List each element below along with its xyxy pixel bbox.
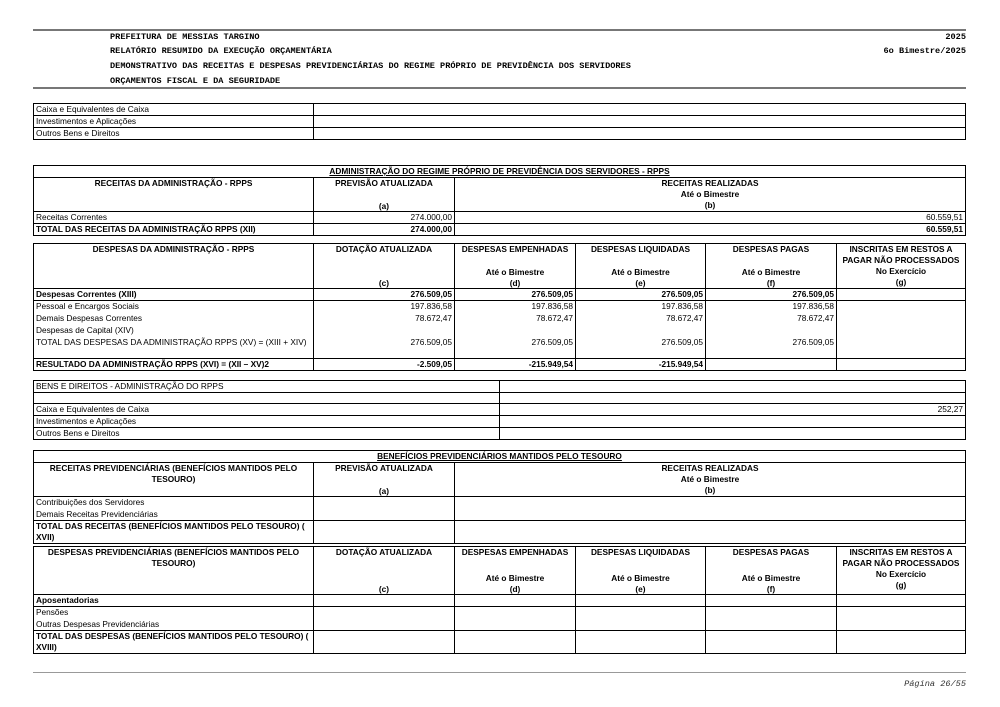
table-row	[34, 128, 966, 140]
table-cell	[576, 619, 706, 631]
table-cell: TOTAL DAS RECEITAS (BENEFÍCIOS MANTIDOS PELO TESOURO) ( XVII)	[34, 521, 314, 544]
col-header	[576, 244, 706, 289]
element: (d)	[509, 278, 521, 288]
table-cell	[500, 428, 966, 440]
report-period: 6o Bimestre/2025	[883, 46, 966, 56]
element: PREVISÃO ATUALIZADA	[335, 178, 433, 188]
table-cell	[837, 595, 966, 607]
table-cell	[706, 325, 837, 337]
element: (e)	[635, 584, 646, 594]
col-header: RECEITAS DA ADMINISTRAÇÃO - RPPS	[34, 178, 314, 212]
element: Até o Bimestre	[741, 573, 801, 583]
table-cell: 78.672,47	[706, 313, 837, 325]
table-row	[34, 381, 966, 393]
table-cell: 60.559,51	[455, 212, 966, 224]
element	[33, 546, 966, 654]
table-cell	[314, 619, 455, 631]
table-cell	[706, 631, 837, 654]
row-value	[314, 128, 966, 140]
table-cell	[314, 509, 455, 521]
table-cell	[706, 619, 837, 631]
table-row	[34, 404, 966, 416]
table-cell: TOTAL DAS RECEITAS DA ADMINISTRAÇÃO RPPS (XII)	[34, 224, 314, 236]
table-cell	[837, 619, 966, 631]
header-row	[34, 463, 966, 497]
col-header	[314, 547, 455, 595]
table-row	[34, 595, 966, 607]
element: (f)	[766, 278, 776, 288]
table-row	[34, 212, 966, 224]
element: Até o Bimestre	[611, 573, 670, 583]
table-cell: 78.672,47	[576, 313, 706, 325]
row-label: Investimentos e Aplicações	[34, 116, 314, 128]
table-cell: TOTAL DAS DESPESAS (BENEFÍCIOS MANTIDOS PELO TESOURO) ( XVIII)	[34, 631, 314, 654]
table-cell: RESULTADO DA ADMINISTRAÇÃO RPPS (XVI) = (XII – XV)2	[34, 359, 314, 371]
table-row	[34, 428, 966, 440]
table-cell	[314, 521, 455, 544]
table-cell: 276.509,05	[706, 337, 837, 359]
table-cell: Demais Receitas Previdenciárias	[34, 509, 314, 521]
table-cell	[314, 497, 455, 509]
table-cell	[455, 607, 576, 619]
table-cell: -215.949,54	[576, 359, 706, 371]
element: INSCRITAS EM RESTOS A PAGAR NÃO PROCESSADOS	[842, 244, 960, 265]
table-cell	[455, 497, 966, 509]
table-cell: 197.836,58	[706, 301, 837, 313]
table-cell: Caixa e Equivalentes de Caixa	[34, 404, 500, 416]
table-cell: 276.509,05	[314, 337, 455, 359]
col-header	[706, 547, 837, 595]
element: (c)	[378, 584, 390, 594]
table-cell: 197.836,58	[455, 301, 576, 313]
element: Até o Bimestre	[611, 267, 670, 277]
table-row	[34, 104, 966, 116]
table-cell	[455, 631, 576, 654]
table-cell: Contribuições dos Servidores	[34, 497, 314, 509]
table-cell: 78.672,47	[455, 313, 576, 325]
element: DOTAÇÃO ATUALIZADA	[335, 244, 433, 254]
table-cell: 276.509,05	[706, 289, 837, 301]
table-cell: 197.836,58	[314, 301, 455, 313]
table-row	[34, 325, 966, 337]
element: (b)	[704, 200, 716, 210]
adm-expense-table	[33, 243, 966, 371]
table-row	[34, 393, 966, 404]
table-cell: 274.000,00	[314, 212, 455, 224]
table-cell	[314, 325, 455, 337]
header-row	[34, 244, 966, 289]
table-cell: Outras Despesas Previdenciárias	[34, 619, 314, 631]
element: (g)	[895, 580, 907, 590]
table-cell	[314, 607, 455, 619]
table-cell: Investimentos e Aplicações	[34, 416, 500, 428]
element: RECEITAS REALIZADAS	[661, 463, 759, 473]
table-title: BENEFÍCIOS PREVIDENCIÁRIOS MANTIDOS PELO TESOURO	[34, 451, 966, 463]
total-row	[34, 631, 966, 654]
element	[33, 165, 966, 236]
table-cell	[837, 301, 966, 313]
table-row	[34, 607, 966, 619]
element: INSCRITAS EM RESTOS A PAGAR NÃO PROCESSADOS	[842, 547, 960, 568]
col-header	[576, 547, 706, 595]
element: (g)	[895, 277, 907, 287]
table-cell	[34, 393, 500, 404]
adm-revenue-table	[33, 165, 966, 236]
result-row	[34, 359, 966, 371]
table-row	[34, 509, 966, 521]
footer-rule	[33, 672, 966, 673]
row-label: Outros Bens e Direitos	[34, 128, 314, 140]
table-cell: 276.509,05	[455, 289, 576, 301]
element	[34, 381, 966, 440]
table-cell	[455, 325, 576, 337]
element: (f)	[766, 584, 776, 594]
table-cell	[500, 393, 966, 404]
element	[33, 103, 966, 140]
element: Até o Bimestre	[485, 267, 545, 277]
element	[33, 243, 966, 371]
table-row	[34, 451, 966, 463]
col-header	[455, 463, 966, 497]
table-row	[34, 301, 966, 313]
table-cell: Receitas Correntes	[34, 212, 314, 224]
table-cell	[576, 325, 706, 337]
element: DESPESAS LIQUIDADAS	[590, 244, 691, 254]
table-cell: 274.000,00	[314, 224, 455, 236]
element: (e)	[635, 278, 646, 288]
col-header	[314, 178, 455, 212]
element: Até o Bimestre	[680, 189, 740, 199]
table-cell	[500, 381, 966, 393]
element: DESPESAS EMPENHADAS	[461, 244, 569, 254]
table-cell	[576, 595, 706, 607]
table-cell	[455, 595, 576, 607]
table-cell	[837, 325, 966, 337]
table-cell	[576, 631, 706, 654]
table-row	[34, 416, 966, 428]
total-row	[34, 337, 966, 359]
total-row	[34, 224, 966, 236]
table-cell	[706, 607, 837, 619]
entity-name: PREFEITURA DE MESSIAS TARGINO	[110, 32, 260, 42]
element: (c)	[378, 278, 390, 288]
element: Até o Bimestre	[680, 474, 740, 484]
table-cell: Despesas de Capital (XIV)	[34, 325, 314, 337]
table-row	[34, 313, 966, 325]
col-header: DESPESAS DA ADMINISTRAÇÃO - RPPS	[34, 244, 314, 289]
table-row	[34, 166, 966, 178]
element: (a)	[378, 486, 390, 496]
col-header	[455, 178, 966, 212]
element: Até o Bimestre	[741, 267, 801, 277]
table-cell	[706, 595, 837, 607]
element: PREVISÃO ATUALIZADA	[335, 463, 433, 473]
element: RECEITAS REALIZADAS	[661, 178, 759, 188]
table-cell: Aposentadorias	[34, 595, 314, 607]
table-cell: Pensões	[34, 607, 314, 619]
element: DESPESAS LIQUIDADAS	[590, 547, 691, 557]
table-cell: Pessoal e Encargos Sociais	[34, 301, 314, 313]
table-title: BENS E DIREITOS - ADMINISTRAÇÃO DO RPPS	[34, 381, 500, 393]
table-cell	[837, 607, 966, 619]
table-cell: 197.836,58	[576, 301, 706, 313]
col-header	[314, 463, 455, 497]
table-cell	[455, 619, 576, 631]
element	[33, 450, 966, 544]
element	[34, 451, 966, 544]
table-cell	[837, 337, 966, 359]
table-cell	[455, 521, 966, 544]
table-cell	[837, 313, 966, 325]
element: (b)	[704, 485, 716, 495]
element: (d)	[509, 584, 521, 594]
element	[34, 166, 966, 236]
element: DESPESAS PAGAS	[732, 244, 810, 254]
report-year: 2025	[945, 32, 966, 42]
element: No Exercício	[875, 266, 927, 276]
report-title: RELATÓRIO RESUMIDO DA EXECUÇÃO ORÇAMENTÁRIA	[110, 46, 332, 56]
treasury-expense-table	[33, 546, 966, 654]
treasury-revenue-table	[33, 450, 966, 544]
table-cell: TOTAL DAS DESPESAS DA ADMINISTRAÇÃO RPPS (XV) = (XIII + XIV)	[34, 337, 314, 359]
col-header	[837, 547, 966, 595]
element	[34, 104, 966, 140]
table-cell: -215.949,54	[455, 359, 576, 371]
table-cell: -2.509,05	[314, 359, 455, 371]
table-title: ADMINISTRAÇÃO DO REGIME PRÓPRIO DE PREVIDÊNCIA DOS SERVIDORES - RPPS	[34, 166, 966, 178]
table-cell: 276.509,05	[576, 337, 706, 359]
table-cell	[500, 416, 966, 428]
col-header	[314, 244, 455, 289]
page-number: Página 26/55	[904, 679, 966, 689]
table-cell: 276.509,05	[576, 289, 706, 301]
header-bottom-rule	[33, 87, 966, 89]
table-cell: 78.672,47	[314, 313, 455, 325]
header-top-rule	[33, 29, 966, 31]
assets-table	[33, 103, 966, 140]
table-cell: Outros Bens e Direitos	[34, 428, 500, 440]
table-cell: Demais Despesas Correntes	[34, 313, 314, 325]
table-cell	[314, 595, 455, 607]
header-row	[34, 547, 966, 595]
row-value	[314, 116, 966, 128]
total-row	[34, 521, 966, 544]
element: (a)	[378, 201, 390, 211]
row-label: Caixa e Equivalentes de Caixa	[34, 104, 314, 116]
element	[34, 244, 966, 371]
table-cell	[837, 359, 966, 371]
element: Até o Bimestre	[485, 573, 545, 583]
table-row	[34, 497, 966, 509]
table-cell: 60.559,51	[455, 224, 966, 236]
table-cell	[314, 631, 455, 654]
element: No Exercício	[875, 569, 927, 579]
table-cell: Despesas Correntes (XIII)	[34, 289, 314, 301]
col-header	[455, 547, 576, 595]
table-row	[34, 289, 966, 301]
element: DOTAÇÃO ATUALIZADA	[335, 547, 433, 557]
statement-scope: ORÇAMENTOS FISCAL E DA SEGURIDADE	[110, 76, 281, 86]
table-cell: 276.509,05	[455, 337, 576, 359]
adm-assets-table	[33, 380, 966, 440]
col-header: DESPESAS PREVIDENCIÁRIAS (BENEFÍCIOS MANTIDOS PELO TESOURO)	[34, 547, 314, 595]
table-cell	[455, 509, 966, 521]
col-header	[455, 244, 576, 289]
table-cell	[837, 289, 966, 301]
row-value	[314, 104, 966, 116]
statement-title: DEMONSTRATIVO DAS RECEITAS E DESPESAS PREVIDENCIÁRIAS DO REGIME PRÓPRIO DE PREVIDÊNCIA DOS SERVIDORES	[110, 61, 631, 71]
col-header	[837, 244, 966, 289]
col-header	[706, 244, 837, 289]
table-cell: 276.509,05	[314, 289, 455, 301]
table-row	[34, 619, 966, 631]
element	[33, 380, 966, 440]
element	[34, 547, 966, 654]
table-row	[34, 116, 966, 128]
element: DESPESAS EMPENHADAS	[461, 547, 569, 557]
element: DESPESAS PAGAS	[732, 547, 810, 557]
header-row	[34, 178, 966, 212]
table-cell	[706, 359, 837, 371]
table-cell	[837, 631, 966, 654]
table-cell: 252,27	[500, 404, 966, 416]
table-cell	[576, 607, 706, 619]
col-header: RECEITAS PREVIDENCIÁRIAS (BENEFÍCIOS MANTIDOS PELO TESOURO)	[34, 463, 314, 497]
